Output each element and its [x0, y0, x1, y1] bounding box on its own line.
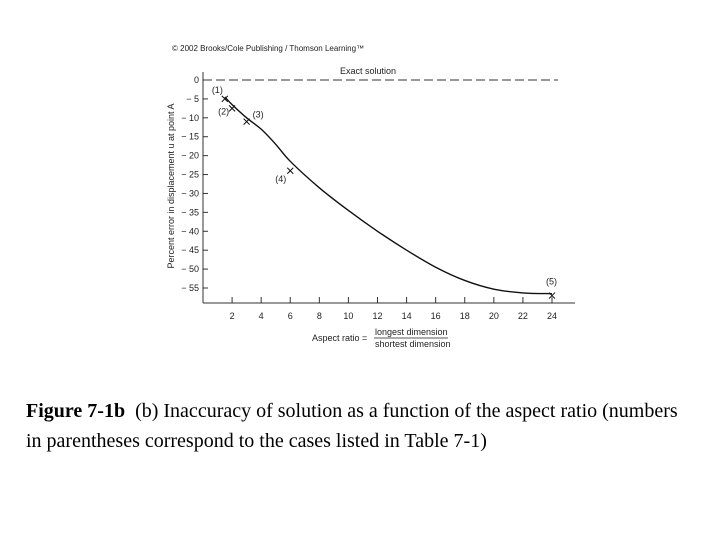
y-tick-label: − 20 [181, 150, 199, 161]
x-tick-label: 10 [343, 311, 354, 321]
case-label: (3) [252, 109, 264, 120]
y-tick-label: − 15 [181, 131, 199, 142]
x-tick-label: 4 [258, 311, 264, 321]
x-tick-label: 24 [546, 311, 558, 321]
y-tick-label: − 5 [186, 93, 199, 104]
case-label: (2) [218, 106, 230, 117]
y-tick-label: − 55 [181, 283, 199, 293]
exact-solution-label: Exact solution [340, 66, 397, 76]
error-curve [225, 97, 552, 294]
x-axis-label-prefix: Aspect ratio = [312, 333, 368, 343]
x-ticks [230, 297, 557, 321]
x-tick-label: 14 [401, 311, 412, 321]
y-tick-label: − 10 [181, 112, 199, 123]
y-tick-label: − 40 [181, 226, 199, 237]
case-label: (5) [546, 276, 557, 287]
x-tick-label: 20 [488, 311, 499, 321]
x-tick-label: 18 [459, 311, 470, 321]
x-tick-label: 6 [287, 311, 293, 321]
y-tick-label: − 30 [181, 188, 199, 199]
y-tick-label: − 45 [181, 245, 199, 256]
x-tick-label: 8 [316, 311, 322, 321]
case-markers [212, 85, 557, 299]
y-tick-label: 0 [193, 75, 199, 85]
x-axis-label-denominator: shortest dimension [375, 339, 451, 349]
copyright-text: © 2002 Brooks/Cole Publishing / Thomson Learning™ [172, 44, 365, 53]
y-ticks [181, 75, 208, 293]
caption-text: (b) Inaccuracy of solution as a function of the aspect ratio (numbers in parentheses correspond to the cases listed in Table 7-1) [26, 400, 678, 452]
x-tick-label: 22 [517, 311, 528, 321]
x-tick-label: 2 [229, 311, 235, 321]
y-tick-label: − 35 [181, 207, 199, 218]
y-axis-label: Percent error in displacement u at point A [166, 103, 176, 269]
y-tick-label: − 50 [181, 264, 199, 275]
case-label: (4) [275, 173, 287, 184]
x-axis-label-numerator: longest dimension [375, 327, 448, 337]
x-tick-label: 16 [430, 311, 441, 321]
figure-caption [26, 396, 686, 456]
caption-lead: Figure 7-1b [26, 400, 126, 422]
y-tick-label: − 25 [181, 169, 199, 180]
x-tick-label: 12 [372, 311, 383, 321]
case-label: (1) [211, 84, 223, 95]
